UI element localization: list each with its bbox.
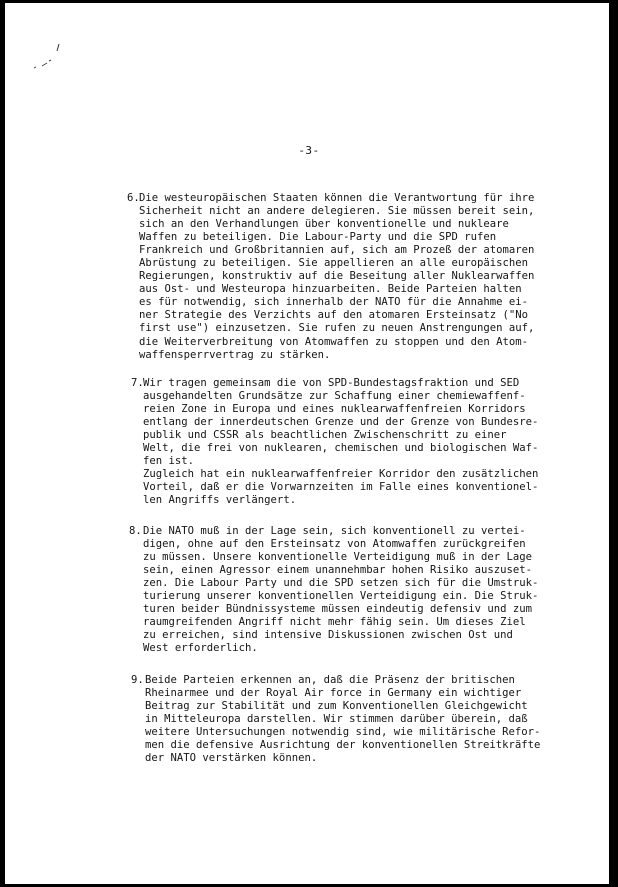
text-line: Welt, die frei von nuklearen, chemischen und biologischen Waf- [143, 442, 539, 455]
text-line: len Angriffs verlängert. [143, 494, 297, 507]
text-line: Regierungen, konstruktiv auf die Beseitung aller Nuklearwaffen [139, 270, 535, 283]
text-line: aus Ost- und Westeuropa hinzuarbeiten. Beide Parteien halten [139, 283, 522, 296]
text-line: publik und CSSR als beachtlichen Zwischenschritt zu einer [143, 429, 507, 442]
text-line: West erforderlich. [143, 642, 258, 655]
text-line: weitere Untersuchungen notwendig sind, wie militärische Refor- [145, 726, 541, 739]
text-line: Abrüstung zu beteiligen. Sie appellieren an alle europäischen [139, 257, 529, 270]
text-line: turen beider Bündnissysteme müssen eindeutig defensiv und zum [143, 603, 533, 616]
paragraph-8 [129, 525, 539, 655]
paragraph-6 [127, 192, 535, 362]
text-line: fen ist. [143, 455, 195, 468]
text-line: reien Zone in Europa und eines nuklearwaffenfreien Korridors [143, 403, 526, 416]
text-line: Beide Parteien erkennen an, daß die Präsenz der britischen [145, 674, 515, 686]
text-line: entlang der innerdeutschen Grenze und der Grenze von Bundesre- [143, 416, 539, 429]
paragraph-number: 8. [129, 525, 142, 537]
page-number: -3- [298, 144, 320, 157]
text-line: sein, einen Agressor einem unannehmbar hohen Risiko auszuset- [143, 564, 533, 577]
scan-border-right [609, 0, 618, 887]
text-line: raumgreifenden Angriff nicht mehr fähig sein. Um dieses Ziel [143, 616, 526, 629]
text-line: Beitrag zur Stabilität und zum Konventionellen Gleichgewicht [145, 700, 528, 713]
text-line: in Mitteleuropa darstellen. Wir stimmen darüber überein, daß [145, 713, 528, 726]
text-line: Zugleich hat ein nuklearwaffenfreier Korridor den zusätzlichen [143, 468, 539, 481]
text-line: waffensperrvertrag zu stärken. [139, 348, 331, 361]
text-line: men die defensive Ausrichtung der konventionellen Streitkräfte [145, 739, 541, 752]
text-line: die Weiterverbreitung von Atomwaffen zu stoppen und den Atom- [139, 335, 529, 348]
text-line: turierung unserer konventionellen Verteidigung ein. Die Struk- [143, 590, 539, 603]
text-line: Die NATO muß in der Lage sein, sich konventionell zu vertei- [143, 525, 526, 537]
paragraph-number: 6. [127, 192, 140, 204]
text-line: zu erreichen, sind intensive Diskussionen zwischen Ost und [143, 629, 513, 642]
paragraph-9 [131, 674, 541, 765]
text-line: Sicherheit nicht an andere delegieren. Sie müssen bereit sein, [139, 205, 535, 218]
text-line: ausgehandelten Grundsätze zur Schaffung einer chemiewaffenf- [143, 390, 526, 403]
text-line: ner Strategie des Verzichts auf den atomaren Ersteinsatz ("No [139, 309, 529, 322]
text-line: digen, ohne auf den Ersteinsatz von Atomwaffen zurückgreifen [143, 538, 526, 551]
paragraph-7 [131, 377, 539, 507]
text-line: es für notwendig, sich innerhalb der NATO für die Annahme ei- [139, 296, 529, 309]
text-line: Rheinarmee und der Royal Air force in Germany ein wichtiger [145, 687, 522, 700]
text-line: Vorteil, daß er die Vorwarnzeiten im Falle eines konventionel- [143, 481, 539, 494]
text-line: Frankreich und Großbritannien auf, sich am Prozeß der atomaren [139, 244, 535, 257]
text-line: zu müssen. Unsere konventionelle Verteidigung muß in der Lage [143, 551, 533, 564]
text-line: Die westeuropäischen Staaten können die Verantwortung für ihre [139, 192, 535, 204]
paragraph-number: 9. [131, 674, 144, 686]
text-line: Wir tragen gemeinsam die von SPD-Bundestagsfraktion und SED [143, 377, 520, 389]
paragraph-number: 7. [131, 377, 144, 389]
text-line: der NATO verstärken können. [145, 752, 318, 765]
text-line: Waffen zu beteiligen. Die Labour-Party und die SPD rufen [139, 231, 497, 244]
text-line: zen. Die Labour Party und die SPD setzen sich für die Umstruk- [143, 577, 539, 590]
text-line: sich an den Verhandlungen über konventionelle und nukleare [139, 218, 509, 231]
pen-marks [28, 40, 68, 76]
text-line: first use") einzusetzen. Sie rufen zu neuen Anstrengungen auf, [139, 322, 535, 335]
